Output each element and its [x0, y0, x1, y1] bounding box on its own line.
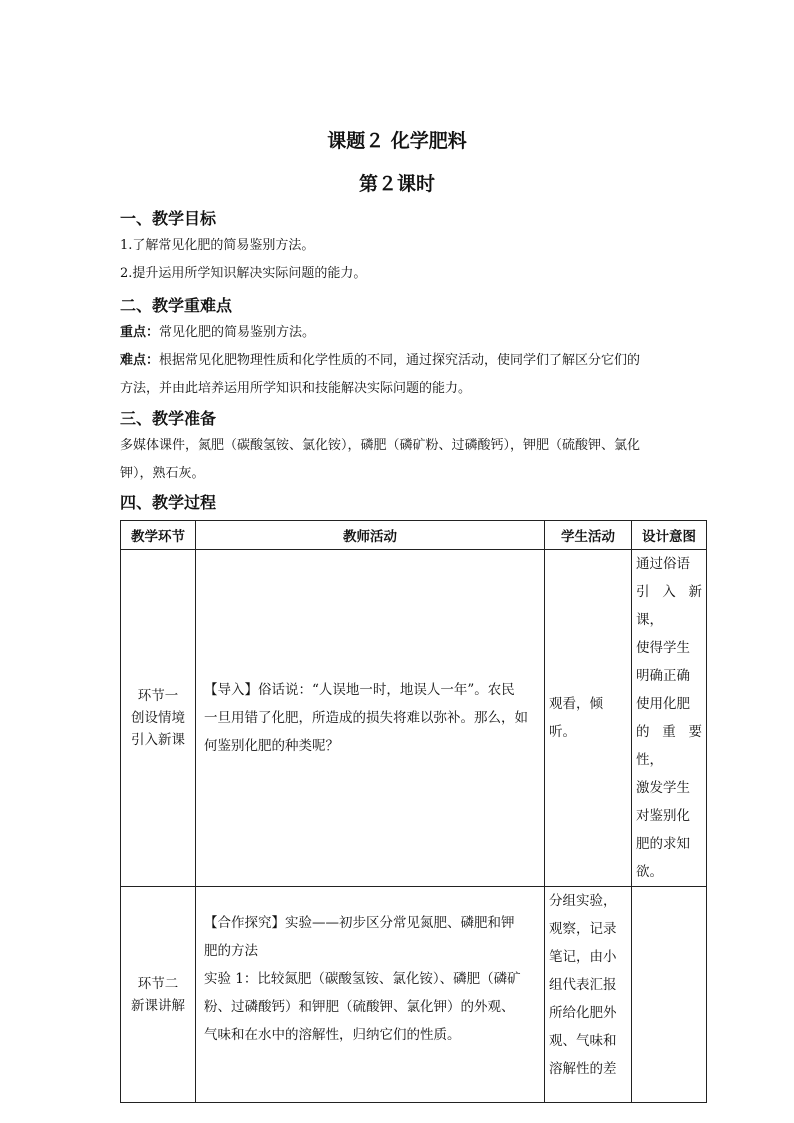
difficulty-line-cont: 方法，并由此培养运用所学知识和技能解决实际问题的能力。 [120, 381, 472, 396]
design-text: 使得学生 [636, 640, 690, 656]
teacher-text: 何鉴别化肥的种类呢？ [204, 738, 339, 754]
objective-item: 2.提升运用所学知识解决实际问题的能力。 [120, 266, 367, 281]
section-heading-key-points: 二、教学重难点 [120, 296, 233, 315]
stage-text: 新课讲解 [131, 997, 185, 1014]
design-text: 引入新课， [636, 584, 702, 628]
table-row [121, 887, 707, 1103]
design-text: 欲。 [636, 864, 663, 880]
design-text: 激发学生 [636, 780, 690, 796]
teacher-text: 【合作探究】实验——初步区分常见氮肥、磷肥和钾 [204, 915, 515, 931]
difficulty-label: 难点： [120, 353, 160, 368]
student-activity-cell [545, 887, 632, 1103]
teacher-activity-cell [196, 887, 545, 1103]
preparation-line: 多媒体课件，氮肥（碳酸氢铵、氯化铵），磷肥（磷矿粉、过磷酸钙），钾肥（硫酸钾、氯化 [120, 438, 641, 453]
key-point-text: 常见化肥的简易鉴别方法。 [159, 325, 316, 340]
teacher-text: 【导入】俗话说：“人误地一时，地误人一年”。农民 [204, 682, 515, 698]
student-activity-cell [545, 550, 632, 887]
teacher-text: 肥的方法 [204, 943, 258, 959]
lesson-subtitle: 第２课时 [358, 173, 435, 195]
student-text: 溶解性的差 [549, 1061, 617, 1077]
preparation-line: 钾），熟石灰。 [120, 466, 205, 481]
stage-cell [121, 887, 196, 1103]
column-header: 教学环节 [121, 521, 196, 550]
table-row [121, 550, 707, 887]
column-header: 教师活动 [196, 521, 545, 550]
objectives-list [120, 232, 690, 288]
design-text: 明确正确 [636, 668, 690, 684]
teaching-process-table [120, 520, 707, 1103]
stage-cell [121, 550, 196, 887]
design-intent-cell [632, 550, 707, 887]
design-text: 的重要性， [636, 724, 702, 768]
difficulty-line [120, 347, 690, 375]
lesson-title: 课题２ 化学肥料 [327, 130, 467, 152]
column-header: 设计意图 [632, 521, 707, 550]
student-text: 所给化肥外 [549, 1005, 617, 1021]
section-heading-process: 四、教学过程 [120, 493, 217, 512]
stage-text: 引入新课 [131, 732, 185, 748]
design-text: 通过俗语 [636, 556, 690, 572]
design-text: 肥的求知 [636, 836, 690, 852]
student-text: 笔记，由小 [549, 949, 617, 965]
stage-text: 环节二 [137, 975, 179, 992]
teacher-text: 粉、过磷酸钙）和钾肥（硫酸钾、氯化钾）的外观、 [204, 999, 515, 1015]
stage-text: 环节一 [137, 688, 179, 704]
student-text: 观、气味和 [549, 1033, 617, 1049]
student-text: 观察，记录 [549, 921, 617, 937]
key-point-label: 重点： [120, 325, 160, 340]
student-text: 观看，倾听。 [549, 696, 603, 740]
teacher-activity-cell [196, 550, 545, 887]
column-header: 学生活动 [545, 521, 632, 550]
key-point-line [120, 319, 690, 347]
design-text: 对鉴别化 [636, 808, 690, 824]
preparation-body [120, 432, 690, 488]
difficulty-text: 根据常见化肥物理性质和化学性质的不同，通过探究活动，使同学们了解区分它们的 [159, 353, 641, 368]
stage-text: 创设情境 [131, 710, 185, 726]
teacher-text: 实验 1：比较氮肥（碳酸氢铵、氯化铵）、磷肥（磷矿 [204, 971, 521, 987]
objective-item: 1.了解常见化肥的简易鉴别方法。 [120, 238, 315, 253]
teacher-text: 气味和在水中的溶解性，归纳它们的性质。 [204, 1027, 461, 1043]
student-text: 组代表汇报 [549, 977, 617, 993]
section-heading-preparation: 三、教学准备 [120, 409, 217, 428]
table-header-row [121, 521, 707, 550]
design-intent-cell [632, 887, 707, 1103]
key-points-body [120, 319, 690, 403]
design-text: 使用化肥 [636, 696, 690, 712]
student-text: 分组实验， [549, 893, 617, 909]
teacher-text: 一旦用错了化肥，所造成的损失将难以弥补。那么，如 [204, 710, 528, 726]
section-heading-objectives: 一、教学目标 [120, 209, 217, 228]
